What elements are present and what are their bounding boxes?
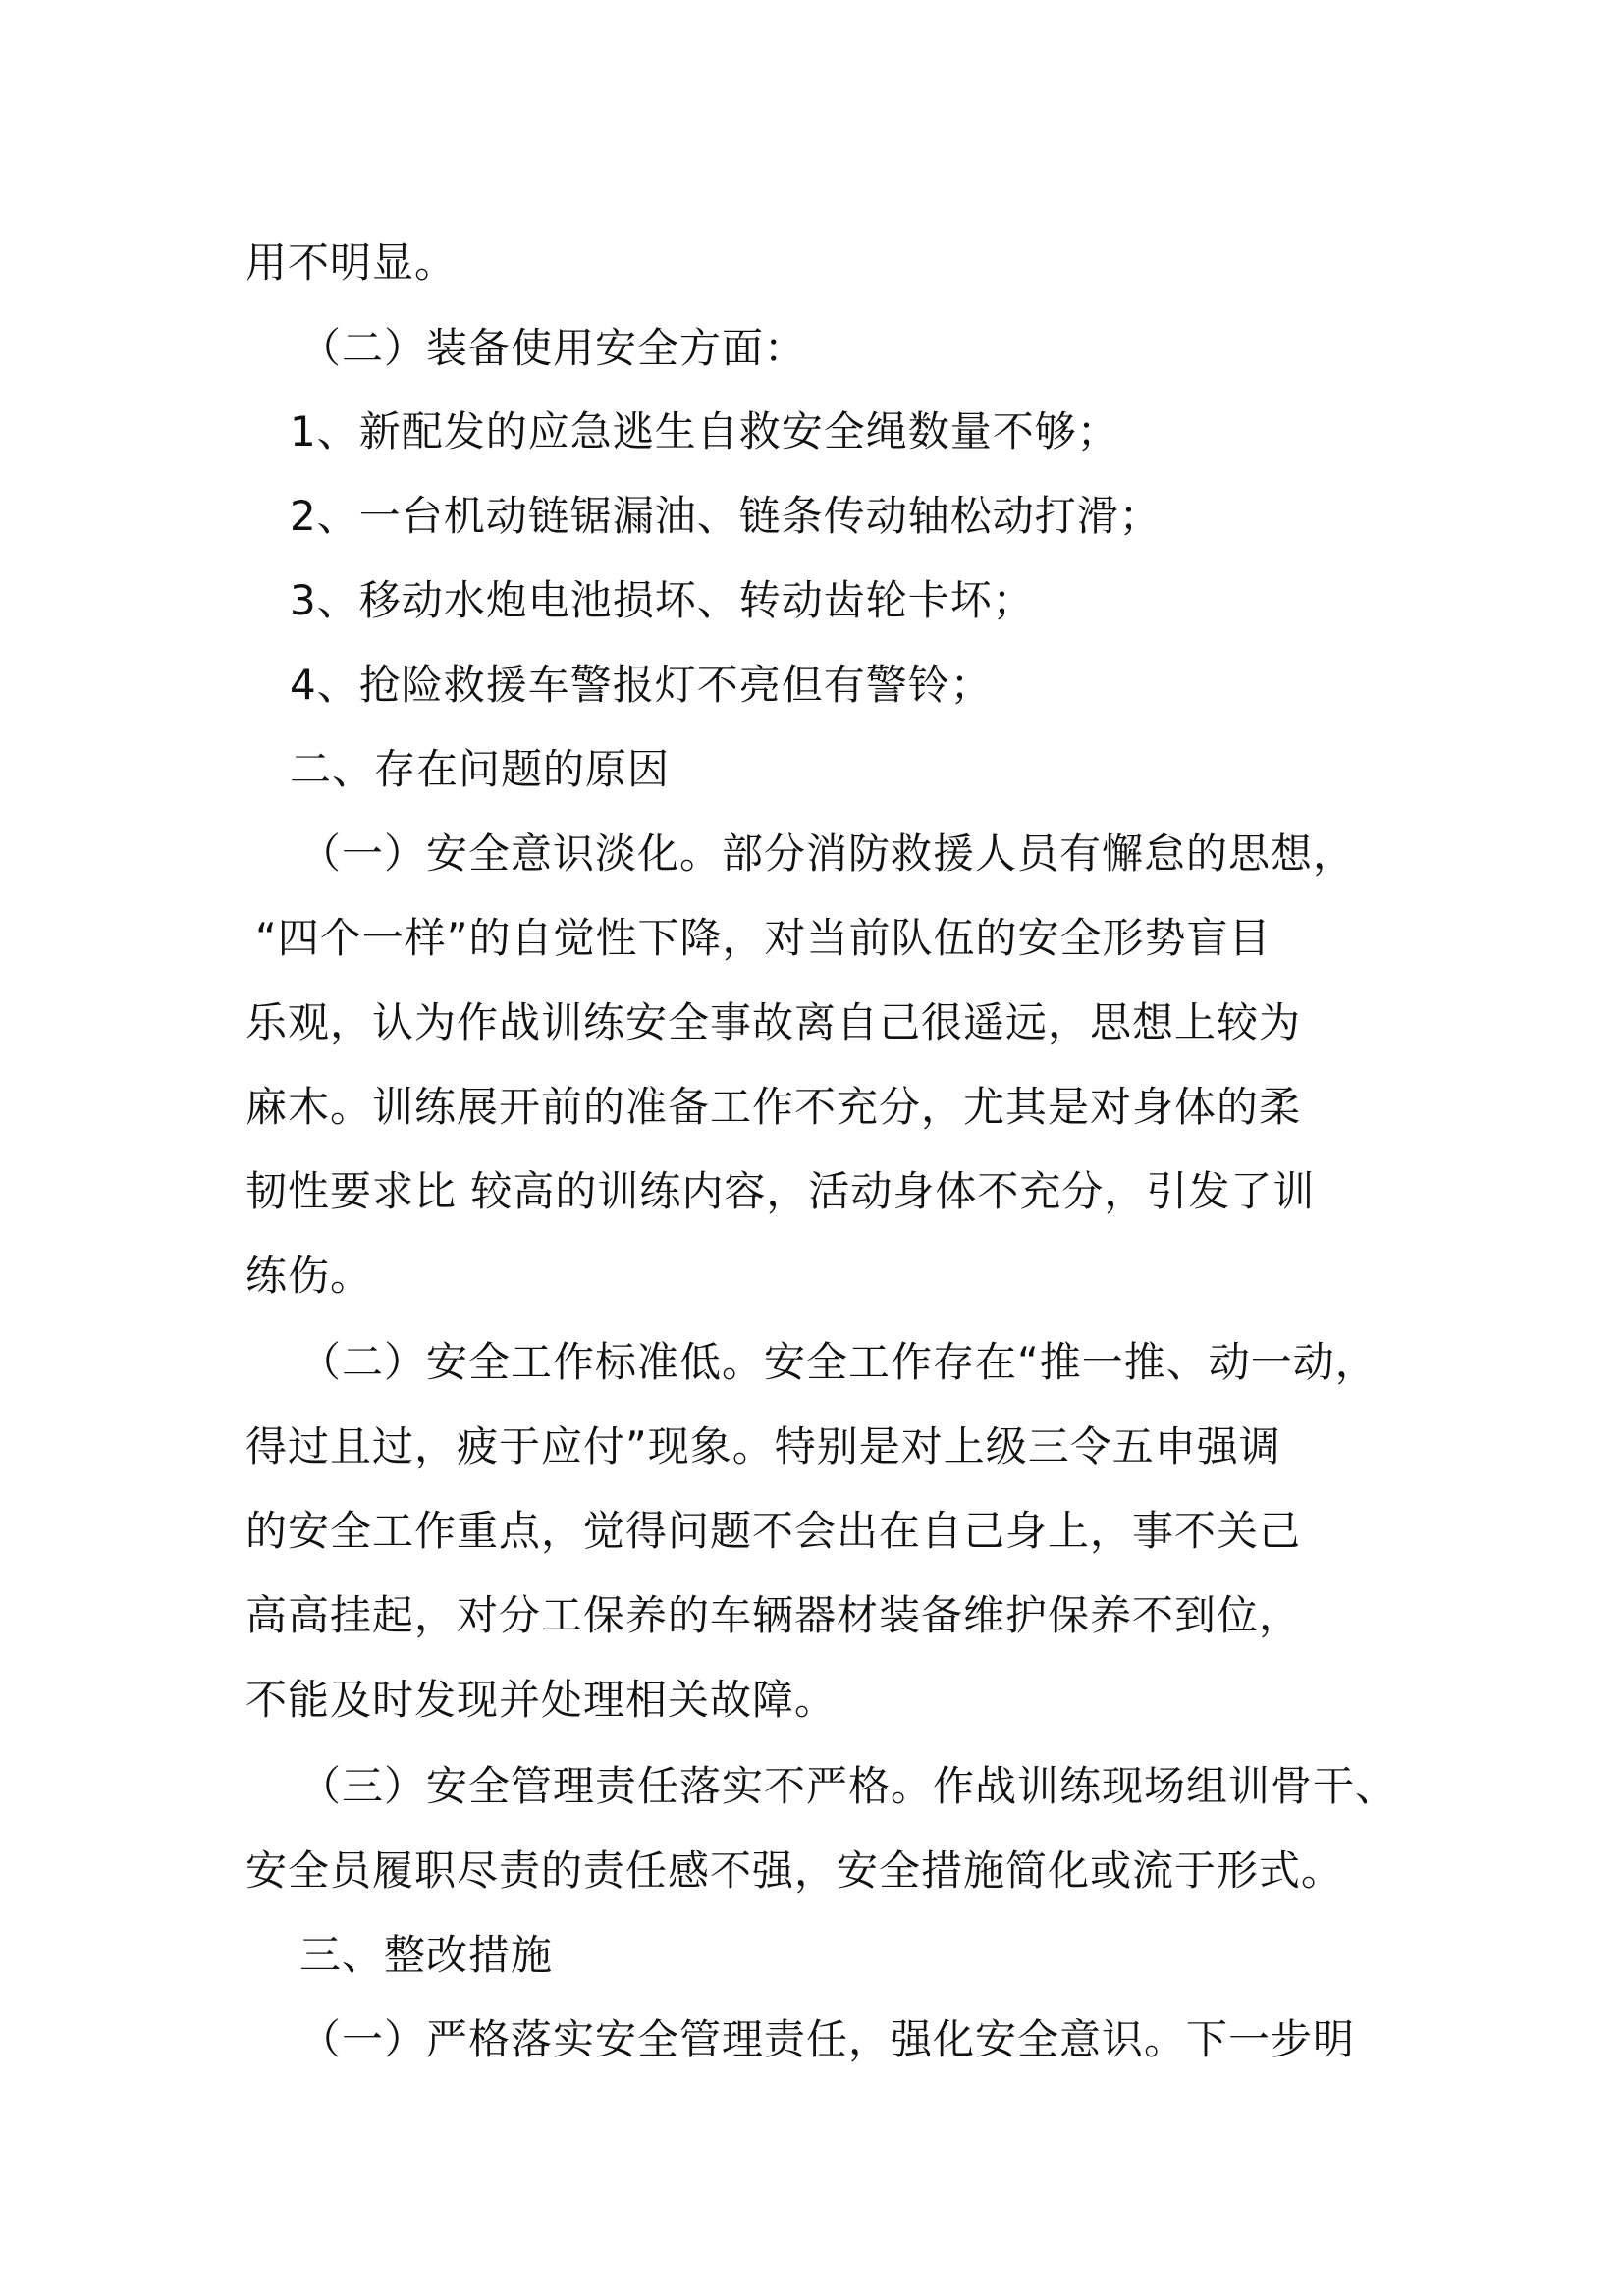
list-item: 3、移动水炮电池损坏、转动齿轮卡坏； <box>290 576 1035 624</box>
paragraph-line: 得过且过，疲于应付”现象。特别是对上级三令五申强调 <box>245 1422 1281 1470</box>
section-heading: （二）装备使用安全方面： <box>299 324 807 372</box>
section-heading: 三、整改措施 <box>299 1931 554 1979</box>
paragraph-line: 麻木。训练展开前的准备工作不充分，尤其是对身体的柔 <box>245 1083 1302 1131</box>
paragraph-line: 的安全工作重点，觉得问题不会出在自己身上，事不关己 <box>245 1507 1302 1555</box>
section-heading: 二、存在问题的原因 <box>290 745 671 793</box>
list-item: 4、抢险救援车警报灯不亮但有警铃； <box>290 661 993 709</box>
list-item: 2、一台机动链锯漏油、链条传动轴松动打滑； <box>290 492 1162 540</box>
paragraph-line: 安全员履职尽责的责任感不强，安全措施简化或流于形式。 <box>245 1846 1344 1895</box>
paragraph-line: 高高挂起，对分工保养的车辆器材装备维护保养不到位， <box>245 1591 1302 1639</box>
paragraph-line: 韧性要求比 较高的训练内容，活动身体不充分，引发了训 <box>245 1167 1316 1215</box>
paragraph-line: 乐观，认为作战训练安全事故离自己很遥远，思想上较为 <box>245 998 1302 1046</box>
paragraph-line: （一）严格落实安全管理责任，强化安全意识。下一步明 <box>299 2015 1356 2063</box>
paragraph-line: 不能及时发现并处理相关故障。 <box>245 1676 838 1724</box>
paragraph-line: （三）安全管理责任落实不严格。作战训练现场组训骨干、 <box>299 1762 1398 1810</box>
paragraph-line: “四个一样”的自觉性下降，对当前队伍的安全形势盲目 <box>255 914 1272 962</box>
paragraph-line: （二）安全工作标准低。安全工作存在“推一推、动一动， <box>299 1338 1378 1386</box>
text-line: 用不明显。 <box>245 239 458 287</box>
paragraph-line: （一）安全意识淡化。部分消防救援人员有懈怠的思想， <box>299 829 1356 878</box>
list-item: 1、新配发的应急逃生自救安全绳数量不够； <box>290 407 1119 455</box>
paragraph-line: 练伤。 <box>245 1252 373 1300</box>
